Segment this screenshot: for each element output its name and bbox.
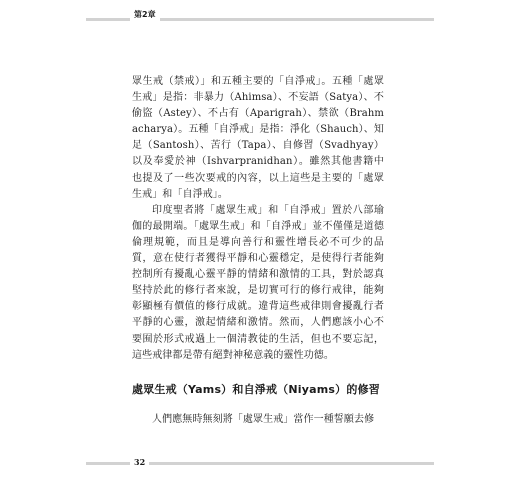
page-body <box>132 74 384 428</box>
section-heading: 處眾生戒（Yams）和自淨戒（Niyams）的修習 <box>132 382 380 396</box>
body-paragraph-3: 人們應無時無刻將「處眾生戒」當作一種誓願去修 <box>152 413 375 425</box>
body-paragraph-1: 眾生戒（禁戒）」和五種主要的「自淨戒」。五種「處眾生戒」是指：非暴力（Ahimsa）、不妄語（Satya）、不偷盜（Astey）、不占有（Aparigrah）、禁欲（Brahmacharya）。五種「自淨戒」是指：淨化（Shauch）、知足（Santosh）、苦行（Tapa）、自修習（Svadhyay）以及奉愛於神（Ishvarpranidhan）。雖然其他書籍中也提及了一些次要戒的內容，以上這些是主要的「處眾生戒」和「自淨戒」。 <box>132 76 384 200</box>
chapter-label: 第2章 <box>130 8 160 22</box>
page-number: 32 <box>130 455 149 469</box>
body-paragraph-2: 印度聖者將「處眾生戒」和「自淨戒」置於八部瑜伽的最開端。「處眾生戒」和「自淨戒」並不僅僅是道德倫理規範，而且是導向善行和靈性增長必不可少的品質，意在使行者獲得平靜和心靈穩定，是使得行者能夠控制所有擾亂心靈平靜的情緒和激情的工具，對於認真堅持於此的修行者來說，是切實可行的修行戒律，能夠彰顯極有價值的修行成就。違背這些戒律則會擾亂行者平靜的心靈，激起情緒和激情。然而，人們應該小心不要囿於形式戒過上一個清教徒的生活，但也不要忘記，這些戒律都是帶有絕對神秘意義的靈性功德。 <box>132 204 384 361</box>
